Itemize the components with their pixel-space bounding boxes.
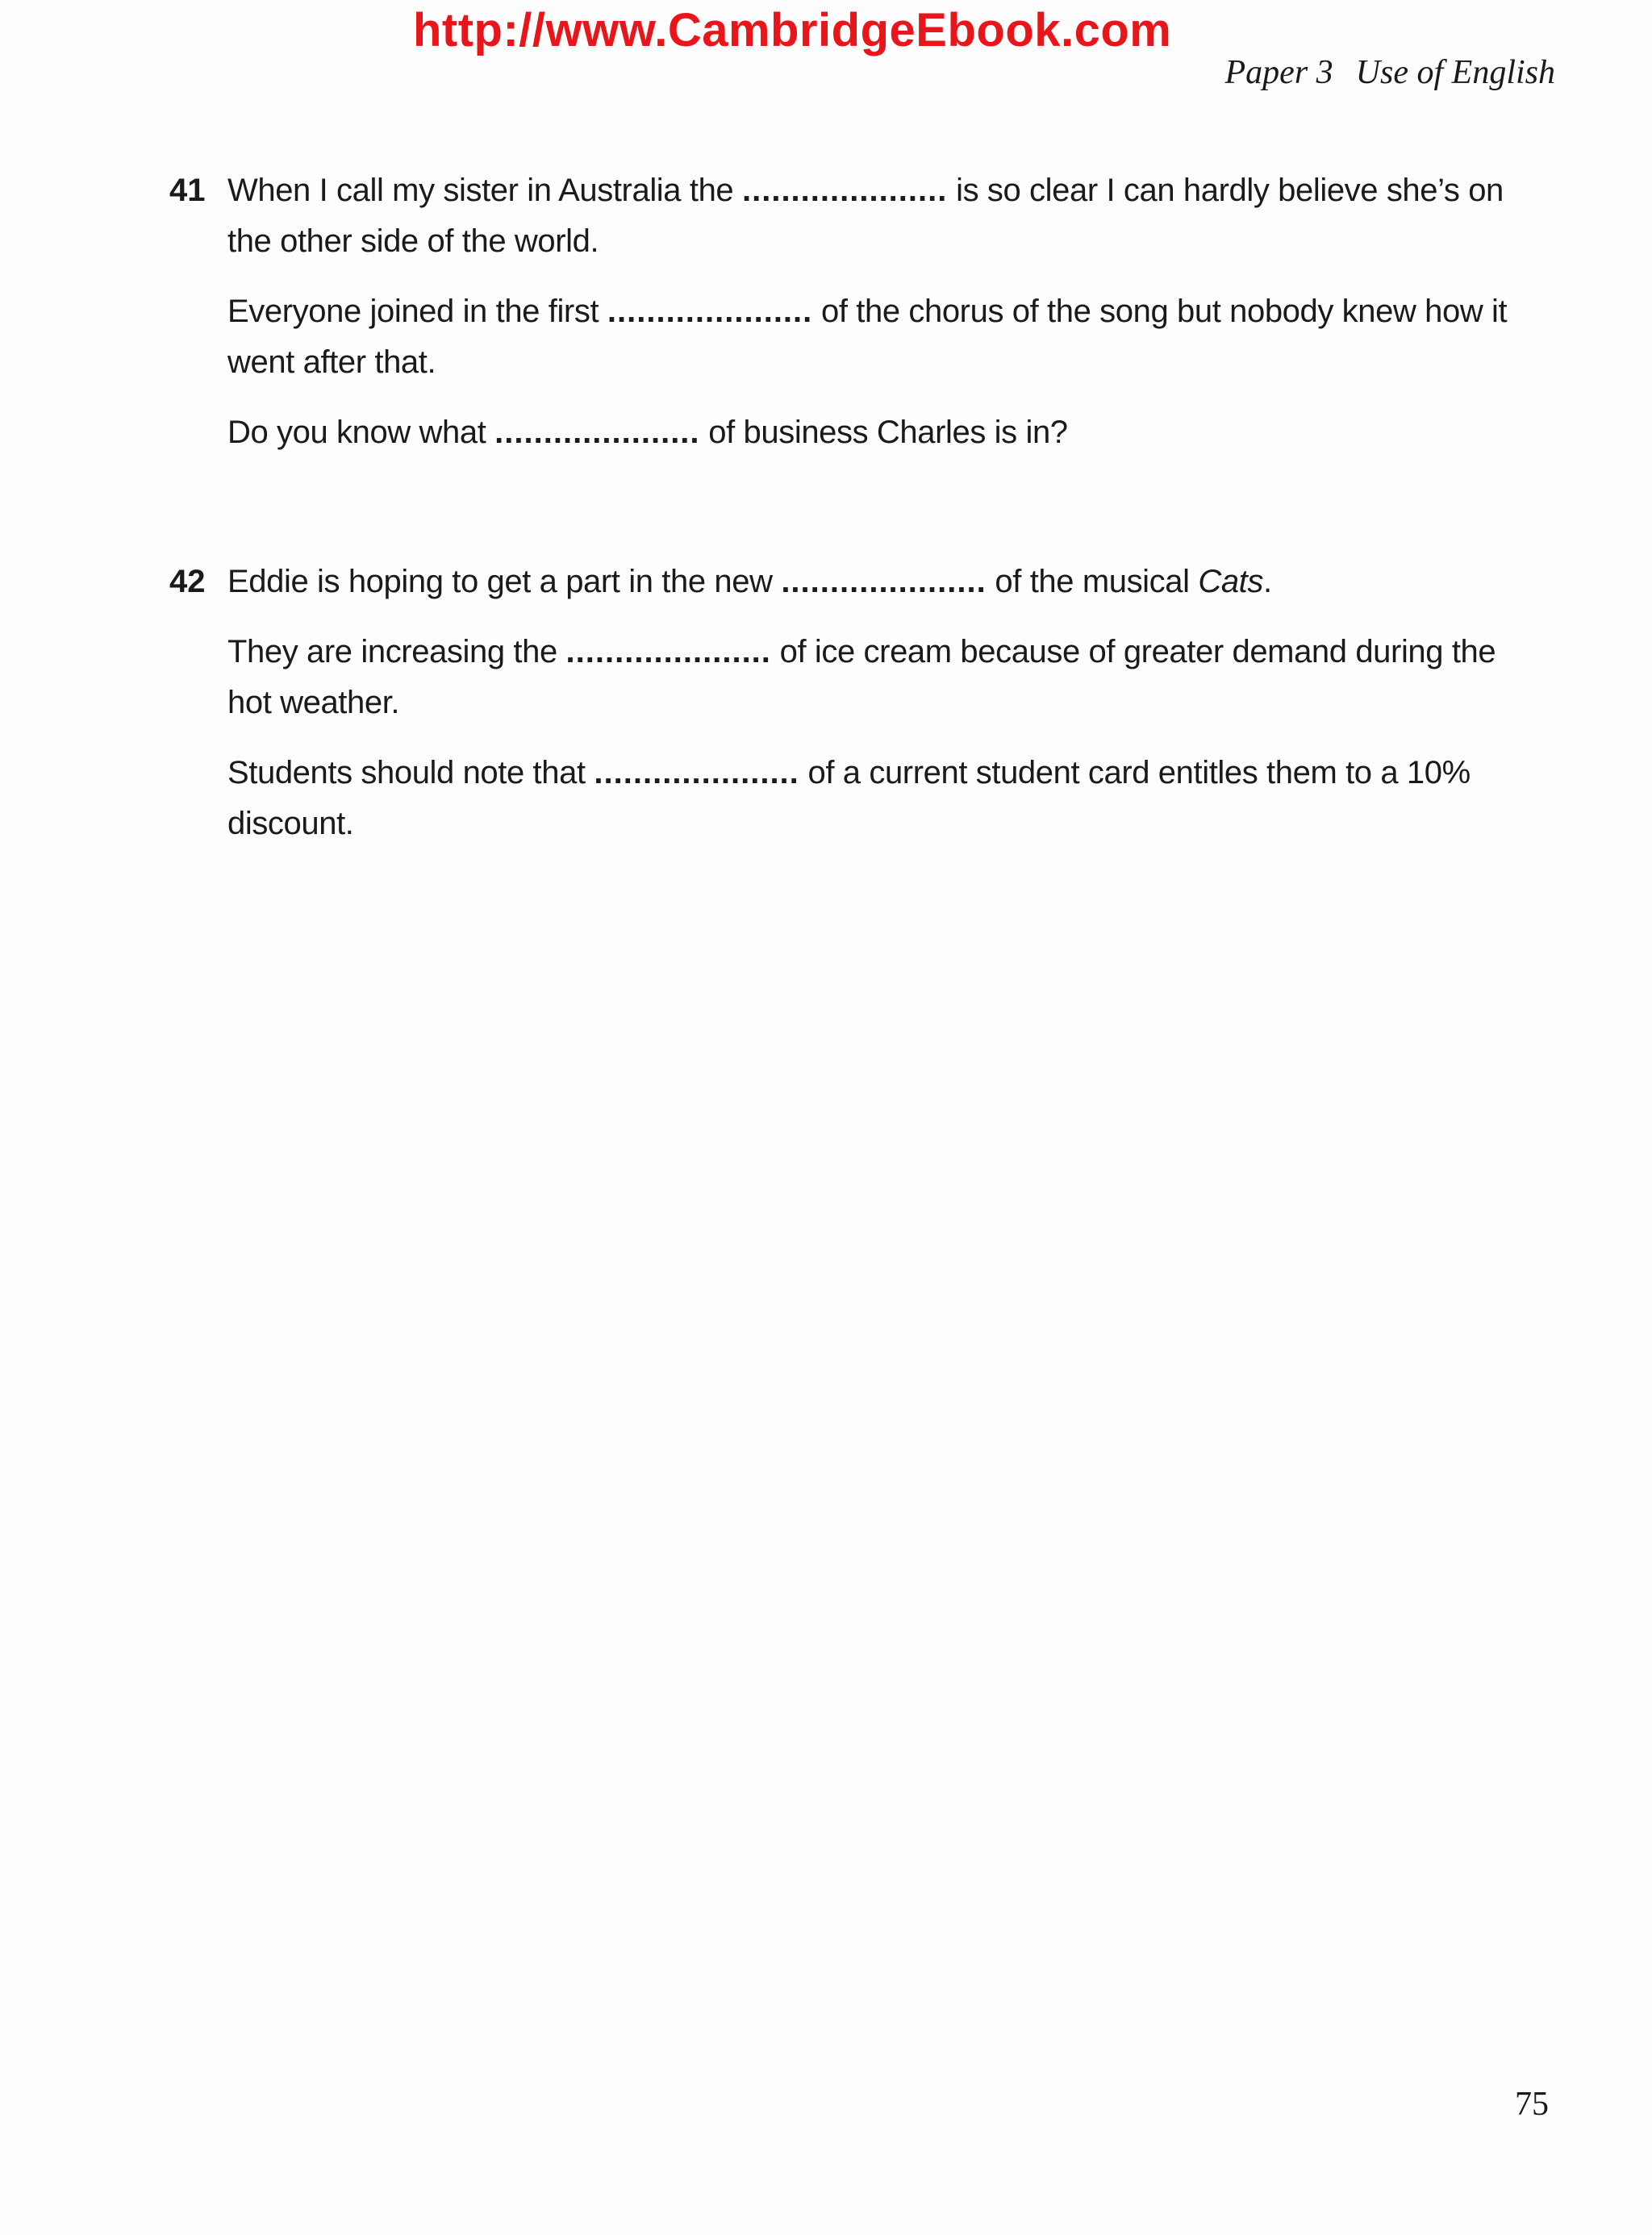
question-number: 42: [169, 564, 206, 599]
sentence-after: of a current student card entitles them to a 10% discount.: [227, 755, 1471, 841]
sentence: [227, 627, 1541, 728]
answer-blank[interactable]: .....................: [494, 415, 700, 450]
sentence-before: Eddie is hoping to get a part in the new: [227, 564, 773, 599]
sentence-after: of business Charles is in?: [708, 415, 1068, 450]
sentence-after: of ice cream because of greater demand during the hot weather.: [227, 634, 1496, 720]
sentence-after: of the musical: [995, 564, 1190, 599]
sentence-before: Do you know what: [227, 415, 486, 450]
sentence-before: Everyone joined in the first: [227, 294, 599, 329]
sentence-before: Students should note that: [227, 755, 586, 790]
answer-blank[interactable]: .....................: [607, 294, 813, 329]
sentence-before: They are increasing the: [227, 634, 557, 669]
sentence-before: When I call my sister in Australia the: [227, 173, 734, 208]
sentence: [227, 748, 1541, 849]
sentence: [227, 286, 1541, 388]
sentence-end: .: [1262, 564, 1272, 599]
answer-blank[interactable]: .....................: [565, 634, 771, 669]
paper-label: Paper 3: [1224, 54, 1333, 91]
sentence-after: is so clear I can hardly believe she’s on the other side of the world.: [227, 173, 1504, 259]
sentence: [227, 407, 1541, 458]
running-header: [1225, 53, 1555, 92]
answer-blank[interactable]: .....................: [781, 564, 987, 599]
watermark-url: http://www.CambridgeEbook.com: [413, 4, 1172, 56]
page-number: 75: [1515, 2086, 1549, 2123]
sentence: [227, 557, 1541, 607]
sentence: [227, 165, 1541, 267]
answer-blank[interactable]: .....................: [594, 755, 799, 790]
question-42: [169, 557, 1541, 869]
musical-title: Cats: [1198, 564, 1263, 599]
answer-blank[interactable]: .....................: [741, 173, 948, 208]
section-label: Use of English: [1355, 54, 1555, 91]
question-number: 41: [169, 173, 206, 208]
question-41: [169, 165, 1541, 477]
sentence-after: of the chorus of the song but nobody knew how it went after that.: [227, 294, 1508, 380]
